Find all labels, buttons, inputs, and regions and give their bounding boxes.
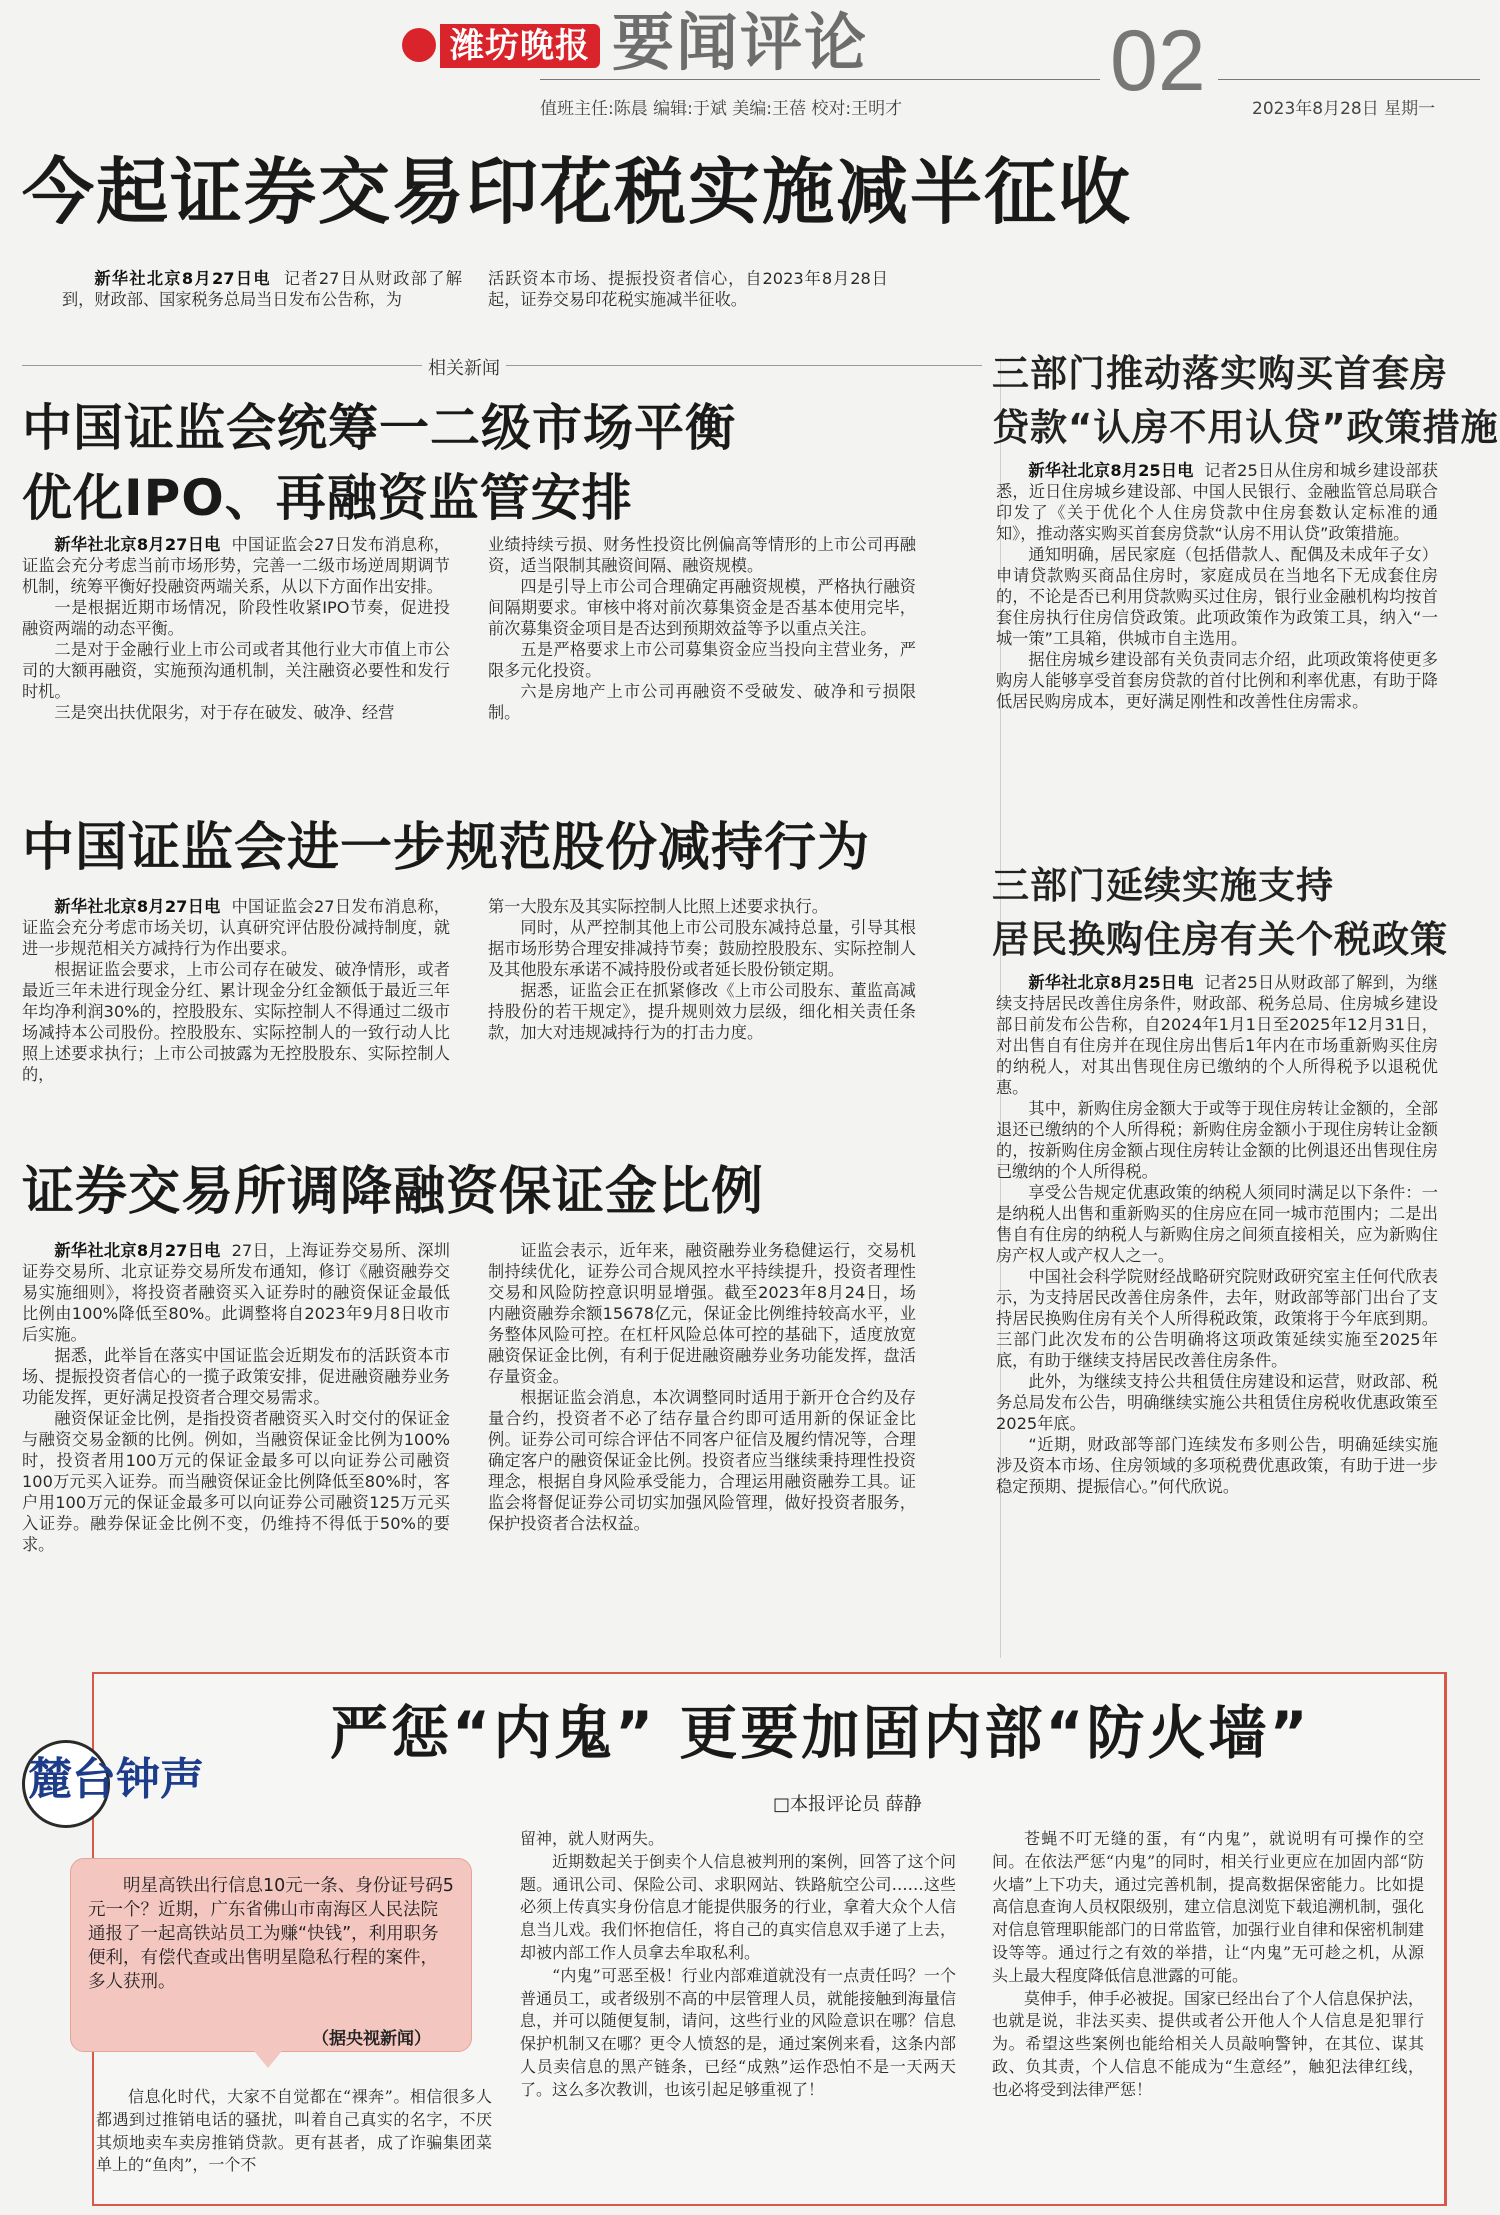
- article3-para: 根据证监会消息，本次调整同时适用于新开仓合约及存量合约，投资者不必了结存量合约即可适用新的保证金比例。证券公司可综合评估不同客户征信及履约情况等，合理确定客户的融资保证金比例。投资者应当继续秉持理性投资理念，根据自身风险承受能力，合理运用融资融券工具。证监会将督促证券公司切实加强风险管理，做好投资者服务，保护投资者合法权益。: [488, 1388, 916, 1533]
- newspaper-logo: 潍坊晚报: [440, 24, 600, 68]
- quote-source: （据央视新闻）: [312, 2029, 431, 2049]
- article2-para: 同时，从严控制其他上市公司股东减持总量，引导其根据市场形势合理安排减持节奏；鼓励控股股东、实际控制人及其他股东承诺不减持股份或者延长股份锁定期。: [488, 918, 916, 979]
- article3-col2: [488, 1240, 916, 1534]
- article2-para: 根据证监会要求，上市公司存在破发、破净情形，或者最近三年未进行现金分红、累计现金分红金额低于最近三年年均净利润30%的，控股股东、实际控制人不得通过二级市场减持本公司股份。控股股东、实际控制人的一致行动人比照上述要求执行；上市公司披露为无控股股东、实际控制人的，: [22, 960, 450, 1084]
- lead-col1: [62, 268, 462, 310]
- right2-headline-line2: 居民换购住房有关个税政策: [992, 918, 1448, 961]
- article3-para: 据悉，此举旨在落实中国证监会近期发布的活跃资本市场、提振投资者信心的一揽子政策安排，促进融资融券业务功能发挥，更好满足投资者合理交易需求。: [22, 1346, 450, 1407]
- article1-para: 四是引导上市公司合理确定再融资规模，严格执行融资间隔期要求。审核中将对前次募集资金是否基本使用完毕，前次募集资金项目是否达到预期效益等予以重点关注。: [488, 577, 916, 638]
- commentary-col1: [96, 2086, 492, 2177]
- article2-para: 据悉，证监会正在抓紧修改《上市公司股东、董监高减持股份的若干规定》，提升规则效力层级，细化相关责任条款，加大对违规减持行为的打击力度。: [488, 981, 916, 1042]
- commentary-byline: □本报评论员 薛静: [773, 1794, 922, 1815]
- commentary-para: 信息化时代，大家不自觉都在“裸奔”。相信很多人都遇到过推销电话的骚扰，叫着自己真实的名字，不厌其烦地卖车卖房推销贷款。更有甚者，成了诈骗集团菜单上的“鱼肉”，一个不: [96, 2087, 492, 2175]
- article1-headline-line2: 优化IPO、再融资监管安排: [22, 469, 633, 527]
- logo-mark-icon: [402, 28, 436, 62]
- right1-headline-line2: 贷款“认房不用认贷”政策措施: [992, 406, 1499, 449]
- article1-para: 五是严格要求上市公司募集资金应当投向主营业务，严限多元化投资。: [488, 640, 916, 680]
- right1-para: 据住房城乡建设部有关负责同志介绍，此项政策将使更多购房人能够享受首套房贷款的首付比例和利率优惠，有助于降低居民购房成本，更好满足刚性和改善性住房需求。: [996, 650, 1438, 711]
- commentary-col2: [520, 1828, 956, 2102]
- commentary-para: 莫伸手，伸手必被捉。国家已经出台了个人信息保护法，也就是说，非法买卖、提供或者公开他人个人信息是犯罪行为。希望这些案例也能给相关人员敲响警钟，在其位、谋其政、负其责，个人信息不能成为“生意经”，触犯法律红线，也必将受到法律严惩！: [992, 1988, 1425, 2099]
- commentary-para: “内鬼”可恶至极！行业内部难道就没有一点责任吗？一个普通员工，或者级别不高的中层管理人员，就能接触到海量信息，并可以随便复制，请问，这些行业的风险意识在哪？信息保护机制又在哪？更令人愤怒的是，通过案例来看，这条内部人员卖信息的黑产链条，已经“成熟”运作恐怕不是一天两天了。这么多次教训，也该引起足够重视了！: [520, 1965, 956, 2099]
- article3-col1: [22, 1240, 450, 1555]
- right1-body: [996, 460, 1438, 712]
- masthead-rule: [540, 79, 1100, 80]
- right2-body: [996, 972, 1438, 1497]
- column-badge-label: 麓台钟声: [28, 1754, 204, 1805]
- right2-para: 中国社会科学院财经战略研究院财政研究室主任何代欣表示，为支持居民改善住房条件，去年，财政部等部门出台了支持居民换购住房有关个人所得税政策，政策将于今年底到期。三部门此次发布的公告明确将这项政策延续实施至2025年底，有助于继续支持居民改善住房条件。: [996, 1267, 1438, 1370]
- section-title: 要闻评论: [612, 6, 869, 79]
- right2-para: 此外，为继续支持公共租赁住房建设和运营，财政部、税务总局发布公告，明确继续实施公共租赁住房税收优惠政策至2025年底。: [996, 1372, 1438, 1433]
- column-badge: [28, 1752, 204, 1808]
- lead-col2: [488, 268, 888, 310]
- article2-para: 第一大股东及其实际控制人比照上述要求执行。: [488, 897, 828, 916]
- article2-col2: [488, 896, 916, 1043]
- right2-para: 记者25日从财政部了解到，为继续支持居民改善住房条件，财政部、税务总局、住房城乡建设部日前发布公告称，自2024年1月1日至2025年12月31日，对出售自有住房并在现住房出售后1年内在市场重新购买住房的纳税人，对其出售现住房已缴纳的个人所得税予以退税优惠。: [996, 973, 1438, 1097]
- commentary-para: 苍蝇不叮无缝的蛋，有“内鬼”，就说明有可操作的空间。在依法严惩“内鬼”的同时，相关行业更应在加固内部“防火墙”上下功夫，通过完善机制，提高数据保密能力。比如提高信息查询人员权限级别，建立信息浏览下载追溯机制，强化对信息管理职能部门的日常监管，加强行业自律和保密机制建设等等。通过行之有效的举措，让“内鬼”无可趁之机，从源头上最大程度降低信息泄露的可能。: [992, 1829, 1425, 1985]
- article3-para: 证监会表示，近年来，融资融券业务稳健运行，交易机制持续优化，证券公司合规风控水平持续提升，投资者理性交易和风险防控意识明显增强。截至2023年8月24日，场内融资融券余额15678亿元，保证金比例维持较高水平，业务整体风险可控。在杠杆风险总体可控的基础下，适度放宽融资保证金比例，有利于促进融资融券业务功能发挥，盘活存量资金。: [488, 1241, 916, 1386]
- quote-text: [88, 1874, 454, 1994]
- article1-col1: [22, 534, 450, 723]
- right2-dateline: 新华社北京8月25日电: [1028, 973, 1194, 992]
- right2-para: 其中，新购住房金额大于或等于现住房转让金额的，全部退还已缴纳的个人所得税；新购住房金额小于现住房转让金额的，按新购住房金额占现住房转让金额的比例退还出售现住房已缴纳的个人所得税。: [996, 1099, 1438, 1181]
- article1-para: 业绩持续亏损、财务性投资比例偏高等情形的上市公司再融资，适当限制其融资间隔、融资规模。: [488, 535, 916, 575]
- right1-para: 记者25日从住房和城乡建设部获悉，近日住房城乡建设部、中国人民银行、金融监管总局联合印发了《关于优化个人住房贷款中住房套数认定标准的通知》，推动落实购买首套房贷款“认房不用认贷”政策措施。: [996, 461, 1438, 543]
- right2-headline-line1: 三部门延续实施支持: [992, 864, 1334, 907]
- related-news-label: 相关新闻: [422, 354, 506, 380]
- article1-para: 六是房地产上市公司再融资不受破发、破净和亏损限制。: [488, 682, 916, 722]
- right2-para: “近期，财政部等部门连续发布多则公告，明确延续实施涉及资本市场、住房领域的多项税费优惠政策，有助于进一步稳定预期、提振信心。”何代欣说。: [996, 1435, 1438, 1496]
- right1-headline-line1: 三部门推动落实购买首套房: [992, 352, 1448, 395]
- commentary-col3: [992, 1828, 1424, 2102]
- article3-para: 融资保证金比例，是指投资者融资买入时交付的保证金与融资交易金额的比例。例如，当融资保证金比例为100%时，投资者用100万元的保证金最多可以向证券公司融资100万元买入证券。而当融资保证金比例降低至80%时，客户用100万元的保证金最多可以向证券公司融资125万元买入证券。融券保证金比例不变，仍维持不得低于50%的要求。: [22, 1409, 450, 1554]
- right1-dateline: 新华社北京8月25日电: [1028, 461, 1194, 480]
- commentary-title: 严惩“内鬼” 更要加固内部“防火墙”: [330, 1699, 1311, 1767]
- right2-para: 享受公告规定优惠政策的纳税人须同时满足以下条件：一是纳税人出售和重新购买的住房应在同一城市范围内；二是出售自有住房的纳税人与新购住房之间须直接相关，应为新购住房产权人或产权人之一。: [996, 1183, 1438, 1265]
- issue-date: 2023年8月28日 星期一: [1252, 99, 1436, 119]
- lead-text-2: 活跃资本市场、提振投资者信心，自2023年8月28日起，证券交易印花税实施减半征收。: [488, 269, 888, 309]
- article3-para: 27日，上海证券交易所、深圳证券交易所、北京证券交易所发布通知，修订《融资融券交易实施细则》，将投资者融资买入证券时的融资保证金最低比例由100%降低至80%。此调整将自2023年9月8日收市后实施。: [22, 1241, 450, 1344]
- article1-para: 中国证监会27日发布消息称，证监会充分考虑当前市场形势，完善一二级市场逆周期调节机制，统筹平衡好投融资两端关系，从以下方面作出安排。: [22, 535, 450, 596]
- masthead-rule-right: [1218, 79, 1480, 80]
- article1-para: 三是突出扶优限劣，对于存在破发、破净、经营: [54, 703, 395, 722]
- article1-headline-line1: 中国证监会统筹一二级市场平衡: [22, 399, 736, 457]
- article2-col1: [22, 896, 450, 1085]
- article3-dateline: 新华社北京8月27日电: [54, 1241, 221, 1260]
- quote-body: 明星高铁出行信息10元一条、身份证号码5元一个？近期，广东省佛山市南海区人民法院通报了一起高铁站员工为赚“快钱”，利用职务便利，有偿代查或出售明星隐私行程的案件，多人获刑。: [88, 1876, 454, 1992]
- staff-credits: 值班主任:陈晨 编辑:于斌 美编:王蓓 校对:王明才: [540, 99, 903, 119]
- article3-headline: 证券交易所调降融资保证金比例: [22, 1162, 765, 1222]
- article2-dateline: 新华社北京8月27日电: [54, 897, 221, 916]
- lead-dateline: 新华社北京8月27日电: [94, 269, 271, 288]
- article2-headline: 中国证监会进一步规范股份减持行为: [22, 818, 871, 878]
- right1-para: 通知明确，居民家庭（包括借款人、配偶及未成年子女）申请贷款购买商品住房时，家庭成员在当地名下无成套住房的，不论是否已利用贷款购买过住房，银行业金融机构均按首套住房执行住房信贷政策。此项政策作为政策工具，纳入“一城一策”工具箱，供城市自主选用。: [996, 545, 1438, 648]
- lead-text-1: 记者27日从财政部了解到，财政部、国家税务总局当日发布公告称，为: [62, 269, 462, 309]
- commentary-para: 近期数起关于倒卖个人信息被判刑的案例，回答了这个问题。通讯公司、保险公司、求职网站、铁路航空公司……这些必须上传真实身份信息才能提供服务的行业，拿着大众个人信息当儿戏。我们怀抱信任，将自己的真实信息双手递了上去，却被内部工作人员拿去牟取私利。: [520, 1851, 956, 1962]
- article2-para: 中国证监会27日发布消息称，证监会充分考虑市场关切，认真研究评估股份减持制度，就进一步规范相关方减持行为作出要求。: [22, 897, 450, 958]
- lead-headline: 今起证券交易印花税实施减半征收: [22, 150, 1133, 234]
- article1-dateline: 新华社北京8月27日电: [54, 535, 221, 554]
- commentary-para: 留神，就人财两失。: [520, 1829, 665, 1848]
- quote-tail: [250, 2046, 286, 2068]
- article1-para: 一是根据近期市场情况，阶段性收紧IPO节奏，促进投融资两端的动态平衡。: [22, 598, 450, 638]
- article1-para: 二是对于金融行业上市公司或者其他行业大市值上市公司的大额再融资，实施预沟通机制，关注融资必要性和发行时机。: [22, 640, 450, 701]
- page-number: 02: [1110, 13, 1206, 109]
- article1-col2: [488, 534, 916, 723]
